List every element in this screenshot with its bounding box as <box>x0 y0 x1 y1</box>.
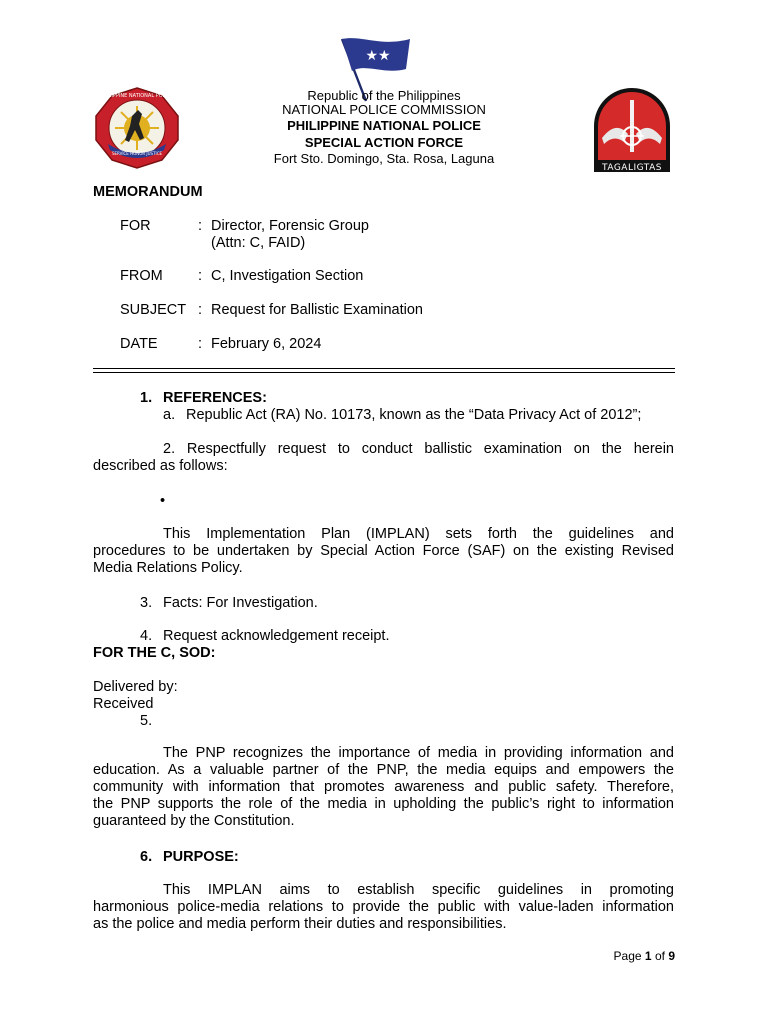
section-2-rest: described as follows: <box>93 458 228 474</box>
implan-line-2: procedures to be undertaken by Special Action Force (SAF) on the existing Revised <box>93 543 674 559</box>
section-5-number: 5. <box>140 713 153 729</box>
pnp-para-line-5: guaranteed by the Constitution. <box>93 813 295 829</box>
pnp-para-line-4: the PNP supports the role of the media in upholding the public’s right to information <box>93 796 674 812</box>
section-6-number: 6. <box>140 849 153 865</box>
for-label: FOR <box>120 218 151 234</box>
page-current: 1 <box>644 949 652 963</box>
divider-rule-bottom <box>93 372 675 373</box>
section-6-title: PURPOSE: <box>163 849 239 865</box>
implan-line-3: Media Relations Policy. <box>93 560 243 576</box>
date-colon: : <box>198 336 203 352</box>
section-1-number: 1. <box>140 390 153 406</box>
seal-text-top: PHILIPPINE NATIONAL POLICE <box>100 93 174 99</box>
for-attn: (Attn: C, FAID) <box>211 235 306 251</box>
from-label: FROM <box>120 268 163 284</box>
pnp-para-line-1: The PNP recognizes the importance of media in providing information and <box>163 745 674 761</box>
implan-first-line: This Implementation Plan (IMPLAN) sets forth the guidelines and <box>163 526 674 542</box>
purpose-line-2: harmonious police-media relations to provide the public with value-laden information <box>93 899 674 915</box>
date-label: DATE <box>120 336 158 352</box>
for-colon: : <box>198 218 203 234</box>
for-value: Director, Forensic Group <box>211 218 369 234</box>
page-total: 9 <box>668 949 675 963</box>
purpose-line-3: as the police and media perform their duties and responsibilities. <box>93 916 507 932</box>
section-2-first-line: 2. Respectfully request to conduct ballistic examination on the herein <box>163 441 674 457</box>
tagaligtas-text: TAGALIGTAS <box>602 163 662 173</box>
pnp-para-line-2: education. As a valuable partner of the PNP, the media equips and empowers the <box>93 762 674 778</box>
page-number <box>614 948 675 964</box>
header-republic: Republic of the Philippines <box>307 88 461 103</box>
from-colon: : <box>198 268 203 284</box>
header-address: Fort Sto. Domingo, Sta. Rosa, Laguna <box>273 151 495 166</box>
ref-a-text: Republic Act (RA) No. 10173, known as the “Data Privacy Act of 2012”; <box>186 407 642 423</box>
subject-value: Request for Ballistic Examination <box>211 302 423 318</box>
seal-text-bottom: SERVICE HONOR JUSTICE <box>111 151 163 156</box>
memo-title: MEMORANDUM <box>93 184 203 200</box>
of-word: of <box>654 949 665 963</box>
date-value: February 6, 2024 <box>211 336 322 352</box>
section-3-text: Facts: For Investigation. <box>163 595 318 611</box>
section-4-text: Request acknowledgement receipt. <box>163 628 390 644</box>
for-csod-heading: FOR THE C, SOD: <box>93 645 216 661</box>
svg-text:★★: ★★ <box>365 48 391 64</box>
bullet-point: • <box>160 493 166 509</box>
section-3-number: 3. <box>140 595 153 611</box>
pnp-para-line-3: community with information that promotes awareness and public safety. Therefore, <box>93 779 674 795</box>
subject-label: SUBJECT <box>120 302 187 318</box>
purpose-line-1: This IMPLAN aims to establish specific guidelines in promoting <box>163 882 674 898</box>
section-1-title: REFERENCES: <box>163 390 267 406</box>
from-value: C, Investigation Section <box>211 268 364 284</box>
header-saf: SPECIAL ACTION FORCE <box>304 135 464 150</box>
page-word: Page <box>613 949 642 963</box>
received: Received <box>93 696 154 712</box>
divider-rule-top <box>93 368 675 369</box>
header-pnp: PHILIPPINE NATIONAL POLICE <box>287 118 481 133</box>
header-napolcom: NATIONAL POLICE COMMISSION <box>282 102 486 117</box>
ref-a-letter: a. <box>163 407 176 423</box>
section-4-number: 4. <box>140 628 153 644</box>
delivered-by: Delivered by: <box>93 679 178 695</box>
subject-colon: : <box>198 302 203 318</box>
